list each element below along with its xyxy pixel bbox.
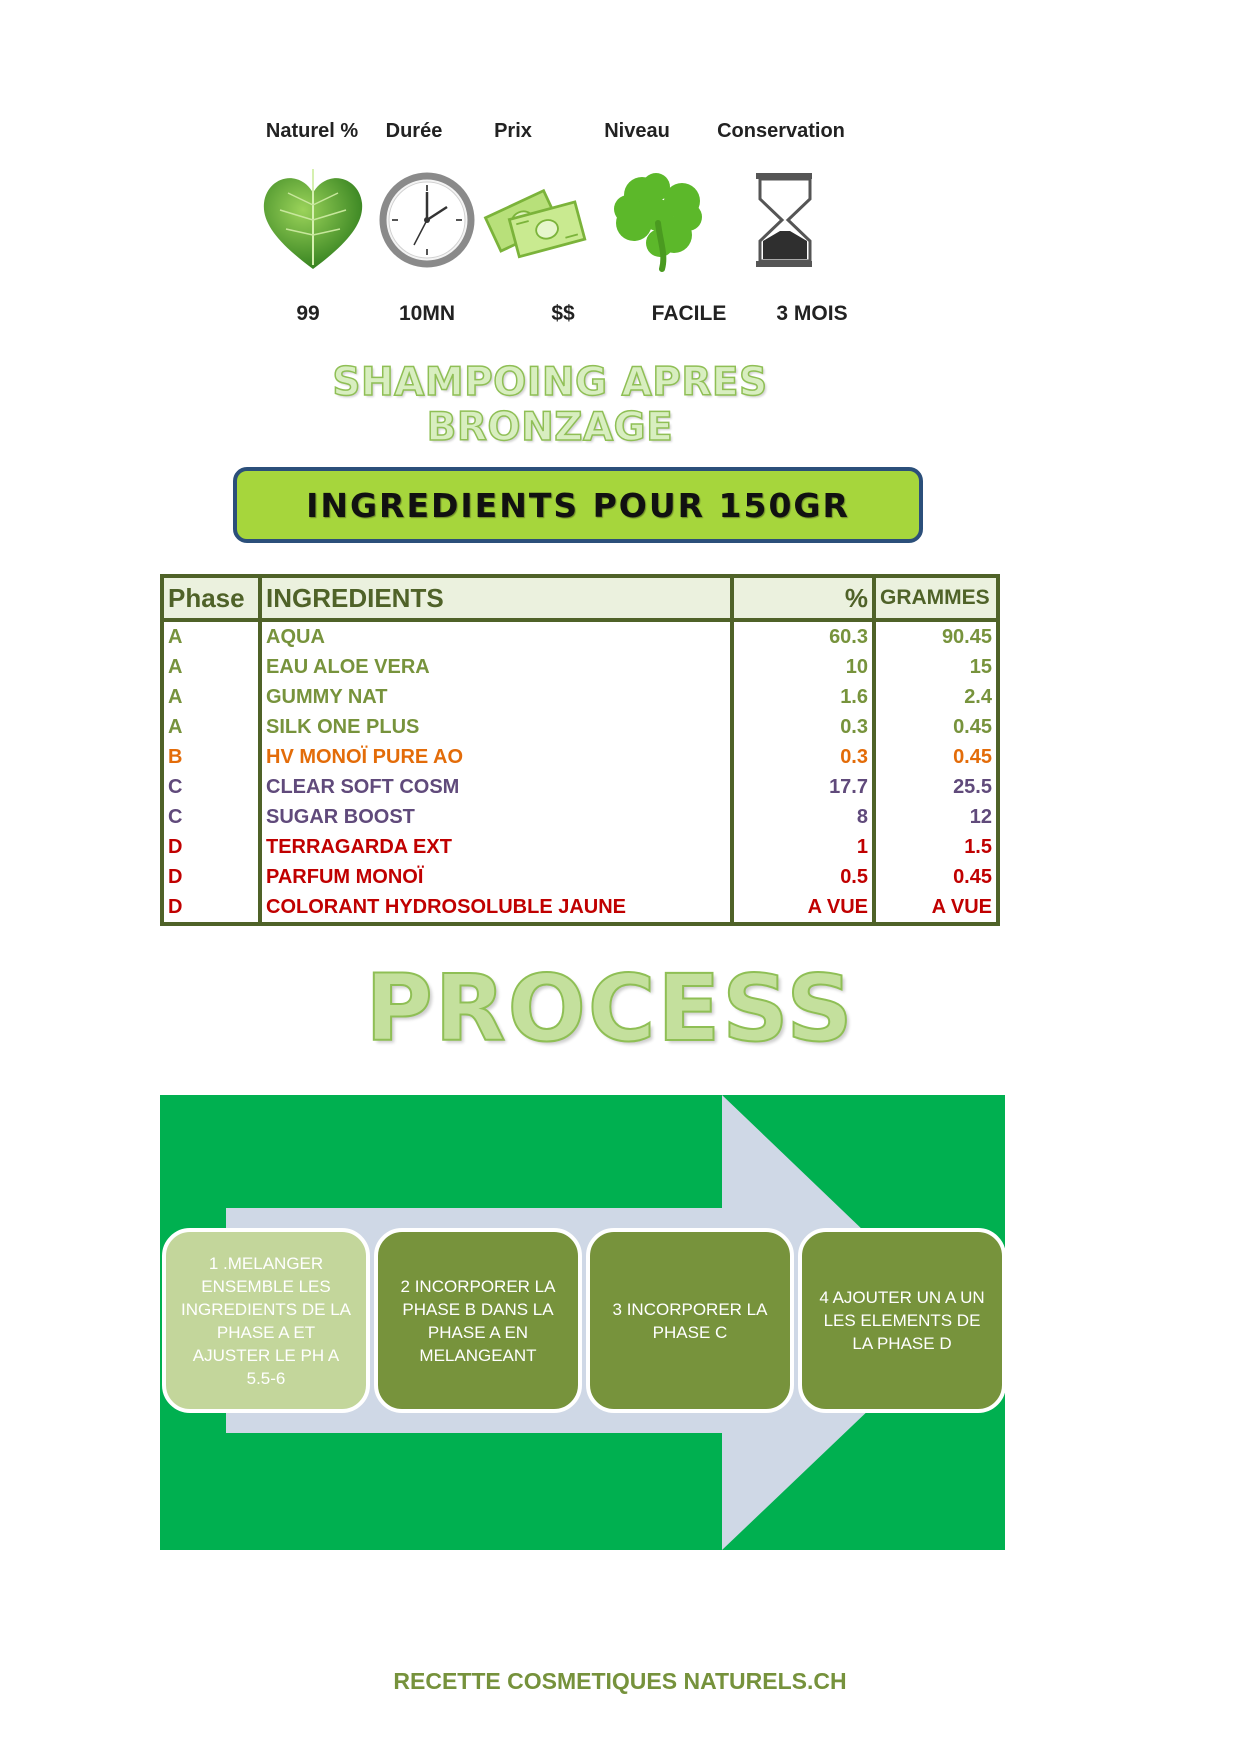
ingredients-table [160,574,1000,926]
money-bills-icon [480,165,590,275]
cell-ingredient: AQUA [260,620,732,652]
cell-grams: 12 [969,805,992,828]
ingredients-banner-text: INGREDIENTS POUR 150GR [306,485,850,525]
cell-phase: A [162,620,260,652]
cell-ingredient: SILK ONE PLUS [260,712,732,742]
clock-icon [372,165,482,275]
cell-ingredient: COLORANT HYDROSOLUBLE JAUNE [260,892,732,924]
header-percent: % [732,576,874,620]
label-prix: Prix [494,120,532,142]
cell-phase: D [162,862,260,892]
label-duree: Durée [385,120,443,142]
cell-percent: 0.3 [732,742,874,772]
table-row [162,742,998,772]
process-heading: PROCESS [365,955,855,1062]
label-naturel: Naturel % [265,120,359,142]
cell-phase: C [162,772,260,802]
cell-phase: A [162,652,260,682]
clover-icon [604,165,714,275]
table-row [162,712,998,742]
value-duree: 10MN [398,302,456,325]
header-grams: GRAMMES [874,576,998,620]
cell-phase: D [162,892,260,924]
cell-percent: 17.7 [732,772,874,802]
table-row [162,682,998,712]
cell-grams: A VUE [931,895,992,918]
cell-percent: A VUE [732,892,874,924]
cell-grams: 0.45 [953,715,992,738]
cell-ingredient: SUGAR BOOST [260,802,732,832]
table-header-row [162,576,998,620]
cell-phase: D [162,832,260,862]
cell-grams: 25.5 [953,775,992,798]
cell-grams: 2.4 [964,685,992,708]
value-conservation: 3 MOIS [776,302,848,325]
cell-percent: 60.3 [732,620,874,652]
table-row [162,892,998,924]
value-naturel: 99 [296,302,320,325]
process-step-4: 4 AJOUTER UN A UN LES ELEMENTS DE LA PHASE D [798,1228,1005,1413]
process-step-1: 1 .MELANGER ENSEMBLE LES INGREDIENTS DE LA PHASE A ET AJUSTER LE PH A 5.5-6 [162,1228,370,1413]
cell-percent: 0.5 [732,862,874,892]
header-phase: Phase [162,576,260,620]
ingredients-banner [233,467,923,543]
value-prix: $$ [551,302,575,325]
header-ingredients: INGREDIENTS [260,576,732,620]
table-row [162,652,998,682]
cell-percent: 0.3 [732,712,874,742]
cell-grams: 1.5 [964,835,992,858]
label-conservation: Conservation [717,120,845,142]
cell-grams: 0.45 [953,745,992,768]
cell-ingredient: GUMMY NAT [260,682,732,712]
table-row [162,832,998,862]
label-niveau: Niveau [604,120,670,142]
cell-phase: B [162,742,260,772]
cell-percent: 1.6 [732,682,874,712]
table-row [162,772,998,802]
cell-grams: 90.45 [941,625,992,648]
cell-phase: A [162,712,260,742]
cell-percent: 10 [732,652,874,682]
cell-ingredient: PARFUM MONOÏ [260,862,732,892]
table-row [162,862,998,892]
value-niveau: FACILE [651,302,727,325]
process-step-2: 2 INCORPORER LA PHASE B DANS LA PHASE A EN MELANGEANT [374,1228,582,1413]
footer-text: RECETTE COSMETIQUES NATURELS.CH [393,1668,847,1694]
process-step-3: 3 INCORPORER LA PHASE C [586,1228,794,1413]
cell-ingredient: TERRAGARDA EXT [260,832,732,862]
leaf-heart-icon [258,165,368,275]
table-body [162,620,998,924]
cell-grams: 0.45 [953,865,992,888]
table-row [162,620,998,652]
cell-ingredient: CLEAR SOFT COSM [260,772,732,802]
process-diagram [160,1095,1005,1550]
cell-grams: 15 [969,655,992,678]
cell-percent: 1 [732,832,874,862]
cell-phase: C [162,802,260,832]
cell-ingredient: HV MONOÏ PURE AO [260,742,732,772]
recipe-title: SHAMPOING APRES BRONZAGE [332,360,768,450]
cell-ingredient: EAU ALOE VERA [260,652,732,682]
table-row [162,802,998,832]
cell-phase: A [162,682,260,712]
cell-percent: 8 [732,802,874,832]
hourglass-icon [730,165,840,275]
